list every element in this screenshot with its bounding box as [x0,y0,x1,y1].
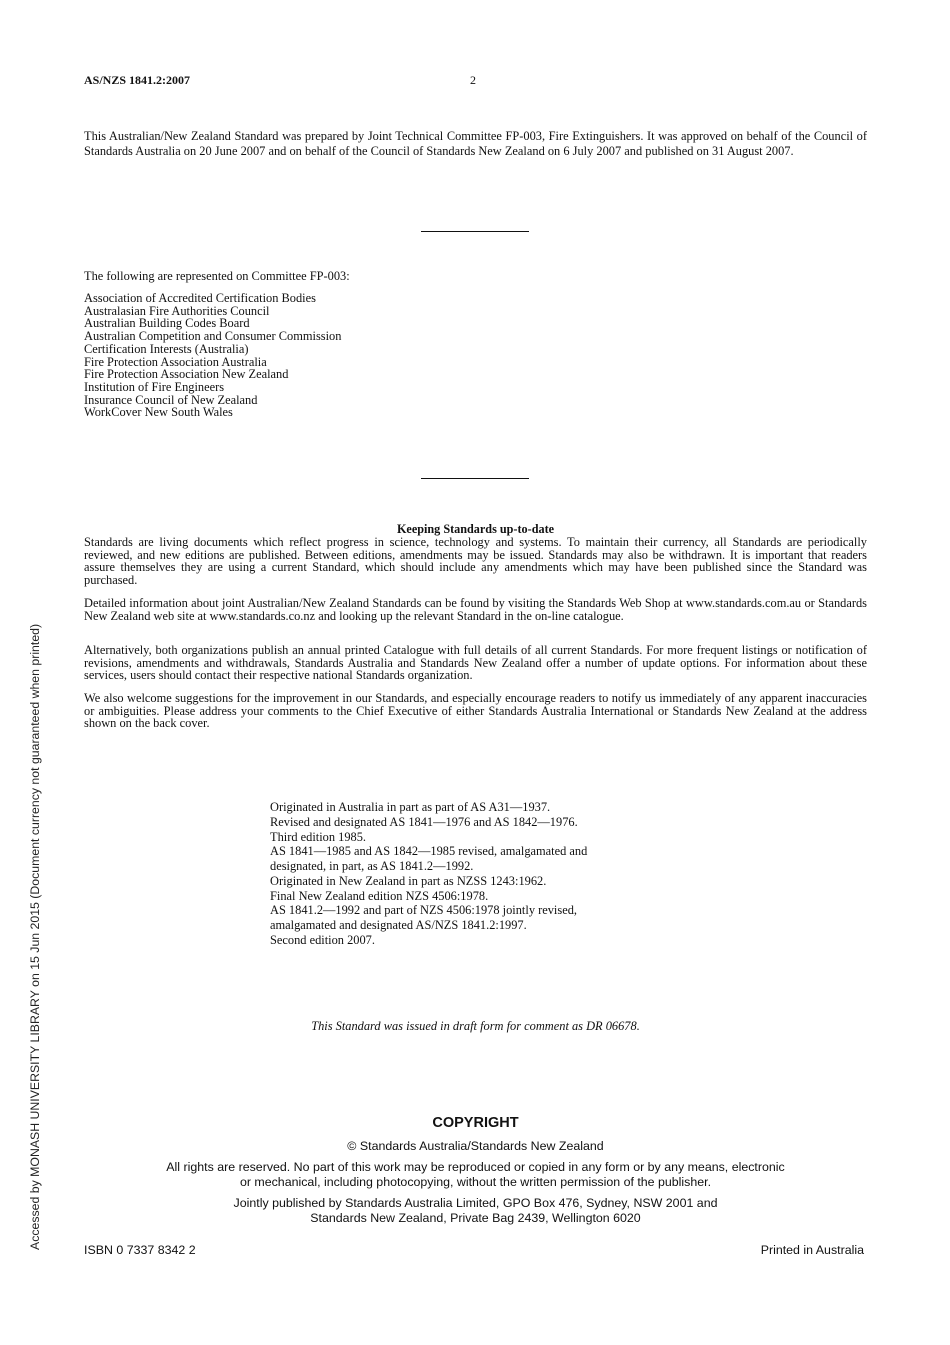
rights-statement: All rights are reserved. No part of this work may be reproduced or copied in any form or by any means, electronic [166,1160,785,1174]
history-line: Revised and designated AS 1841—1976 and AS 1842—1976. [270,814,578,829]
committee-heading: The following are represented on Committee FP-003: [84,269,350,283]
history-line: AS 1841—1985 and AS 1842—1985 revised, amalgamated and [270,844,588,859]
committee-member: Fire Protection Association New Zealand [84,367,289,382]
history-line: amalgamated and designated AS/NZS 1841.2:1997. [270,918,527,932]
access-watermark: Accessed by MONASH UNIVERSITY LIBRARY on 15 Jun 2015 (Document currency not guaranteed when printed) [28,623,42,1250]
printed-in: Printed in Australia [760,1243,864,1257]
preparation-statement: This Australian/New Zealand Standard was prepared by Joint Technical Committee FP-003, Fire Extinguishers. It was approved on behalf of the Council of Standards Australia on 20 June 2007 and on behalf of the Council of Standards New Zealand on 6 July 2007 and published on 31 August 2007. [84,129,867,158]
history-line: Originated in New Zealand in part as NZSS 1243:1962. [270,873,547,888]
draft-note: This Standard was issued in draft form for comment as DR 06678. [311,1019,640,1033]
history-line: Second edition 2007. [270,932,375,947]
committee-member: Insurance Council of New Zealand [84,392,258,407]
history-line: Final New Zealand edition NZS 4506:1978. [270,888,489,903]
committee-member: Certification Interests (Australia) [84,341,249,356]
standard-code-header: AS/NZS 1841.2:2007 [84,73,191,87]
committee-member: Fire Protection Association Australia [84,354,267,369]
standards-paragraph: Standards are living documents which reflect progress in science, technology and systems. To maintain their currency, all Standards are periodically reviewed, and new editions are published. Between editions, amendments may be issued. Standards may also be withdrawn. It is important that readers assure themselves they are using a current Standard, which should include any amendments which may have been published since the Standard was purchased. [84,535,867,587]
standards-paragraph: Detailed information about joint Australian/New Zealand Standards can be found by visiting the Standards Web Shop at www.standards.com.au or Standards New Zealand web site at www.standards.co.nz and looking up the relevant Standard in the on-line catalogue. [84,596,867,623]
committee-member: Association of Accredited Certification Bodies [84,291,316,305]
section-divider [421,231,529,232]
history-line: designated, in part, as AS 1841.2—1992. [270,859,474,873]
committee-member: Australian Competition and Consumer Commission [84,329,342,344]
committee-member: Australian Building Codes Board [84,316,250,331]
history-line: Originated in Australia in part as part of AS A31—1937. [270,800,551,814]
edition-history [270,800,587,948]
isbn: ISBN 0 7337 8342 2 [84,1243,196,1257]
publisher-statement: Jointly published by Standards Australia Limited, GPO Box 476, Sydney, NSW 2001 and [233,1196,718,1210]
standards-paragraph: Alternatively, both organizations publish an annual printed Catalogue with full details of all current Standards. For more frequent listings or notification of revisions, amendments and withdrawals, Standards Australia and Standards New Zealand offer a number of update options. For information about these services, users should contact their respective national Standards organization. [84,643,867,683]
committee-member: WorkCover New South Wales [84,405,233,420]
copyright-owner: © Standards Australia/Standards New Zealand [347,1139,604,1153]
committee-member: Australasian Fire Authorities Council [84,303,270,318]
publisher-statement: Standards New Zealand, Private Bag 2439, Wellington 6020 [310,1211,641,1225]
section-divider [421,478,529,479]
committee-member-list [84,292,341,419]
standards-paragraph: We also welcome suggestions for the improvement in our Standards, and especially encourage readers to notify us immediately of any apparent inaccuracies or ambiguities. Please address your comments to the Chief Executive of either Standards Australia International or Standards New Zealand at the address shown on the back cover. [84,691,867,731]
copyright-title: COPYRIGHT [432,1115,519,1131]
history-line: AS 1841.2—1992 and part of NZS 4506:1978 jointly revised, [270,903,577,918]
rights-statement: or mechanical, including photocopying, without the written permission of the publisher. [239,1175,712,1189]
history-line: Third edition 1985. [270,829,367,844]
committee-member: Institution of Fire Engineers [84,379,225,394]
keeping-standards-heading: Keeping Standards up-to-date [396,522,555,536]
page-number: 2 [470,73,476,87]
